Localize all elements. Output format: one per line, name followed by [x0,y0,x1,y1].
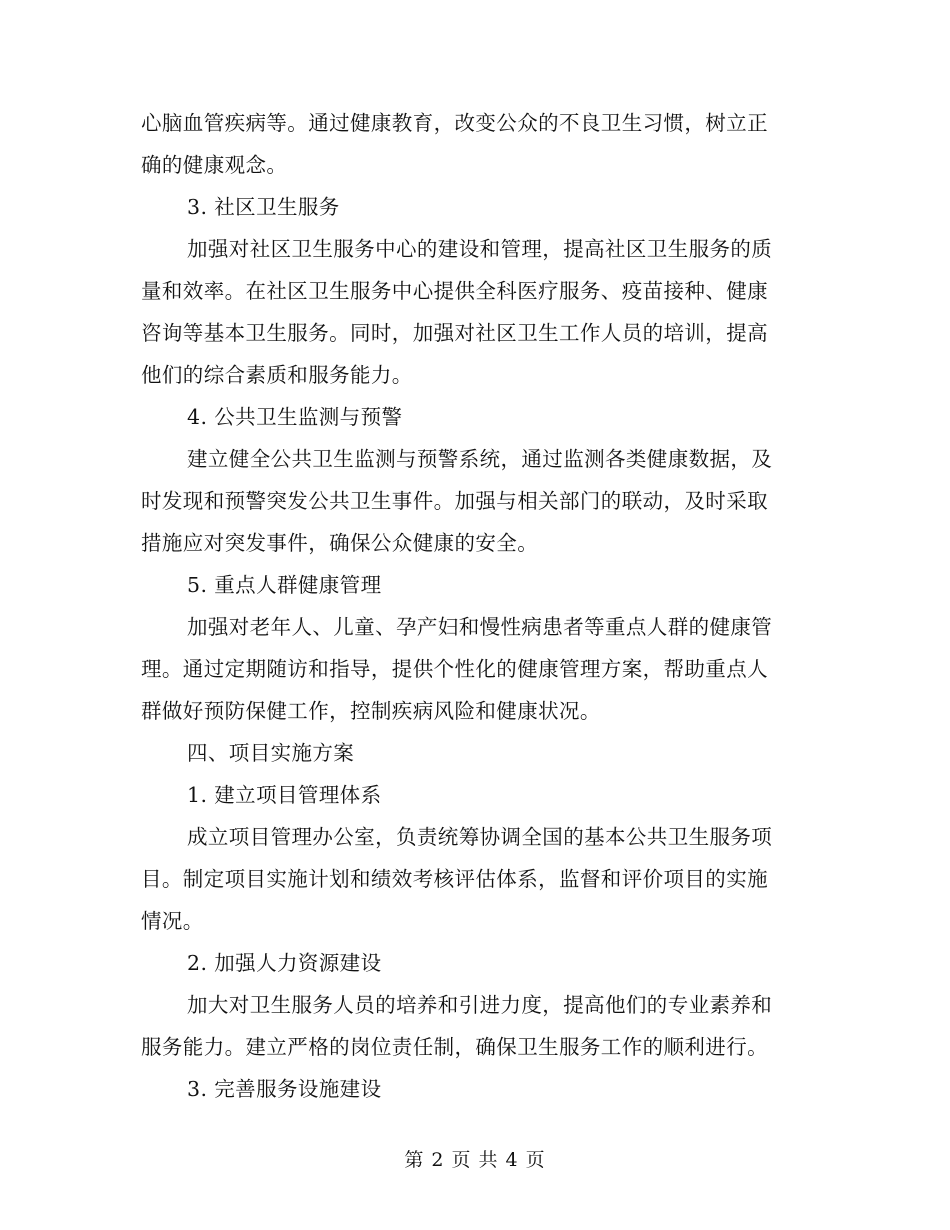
text-line: 理。通过定期随访和指导，提供个性化的健康管理方案，帮助重点人 [141,657,768,681]
text-line: 群做好预防保健工作，控制疾病风险和健康状况。 [141,699,601,723]
text-line: 2. 加强人力资源建设 [187,951,382,975]
text-line: 成立项目管理办公室，负责统筹协调全国的基本公共卫生服务项 [187,825,773,849]
page-footer: 第 2 页 共 4 页 [404,1149,546,1171]
text-line: 时发现和预警突发公共卫生事件。加强与相关部门的联动，及时采取 [141,489,768,513]
text-line: 量和效率。在社区卫生服务中心提供全科医疗服务、疫苗接种、健康 [141,279,768,303]
text-line: 加大对卫生服务人员的培养和引进力度，提高他们的专业素养和 [187,993,773,1017]
text-line: 加强对老年人、儿童、孕产妇和慢性病患者等重点人群的健康管 [187,615,773,639]
text-line: 建立健全公共卫生监测与预警系统，通过监测各类健康数据，及 [187,447,773,471]
text-line: 加强对社区卫生服务中心的建设和管理，提高社区卫生服务的质 [187,237,773,261]
text-line: 咨询等基本卫生服务。同时，加强对社区卫生工作人员的培训，提高 [141,321,768,345]
text-line: 服务能力。建立严格的岗位责任制，确保卫生服务工作的顺利进行。 [141,1035,768,1059]
text-line: 情况。 [141,909,204,933]
text-line: 3. 社区卫生服务 [187,195,340,219]
document-body [141,102,801,1110]
text-line: 5. 重点人群健康管理 [187,573,382,597]
text-line: 措施应对突发事件，确保公众健康的安全。 [141,531,539,555]
text-line: 目。制定项目实施计划和绩效考核评估体系，监督和评价项目的实施 [141,867,768,891]
text-line: 确的健康观念。 [141,153,288,177]
text-line: 4. 公共卫生监测与预警 [187,405,403,429]
text-line: 1. 建立项目管理体系 [187,783,382,807]
text-line: 心脑血管疾病等。通过健康教育，改变公众的不良卫生习惯，树立正 [141,111,768,135]
text-line: 3. 完善服务设施建设 [187,1077,382,1101]
text-line: 他们的综合素质和服务能力。 [141,363,413,387]
text-line: 四、项目实施方案 [187,741,355,765]
